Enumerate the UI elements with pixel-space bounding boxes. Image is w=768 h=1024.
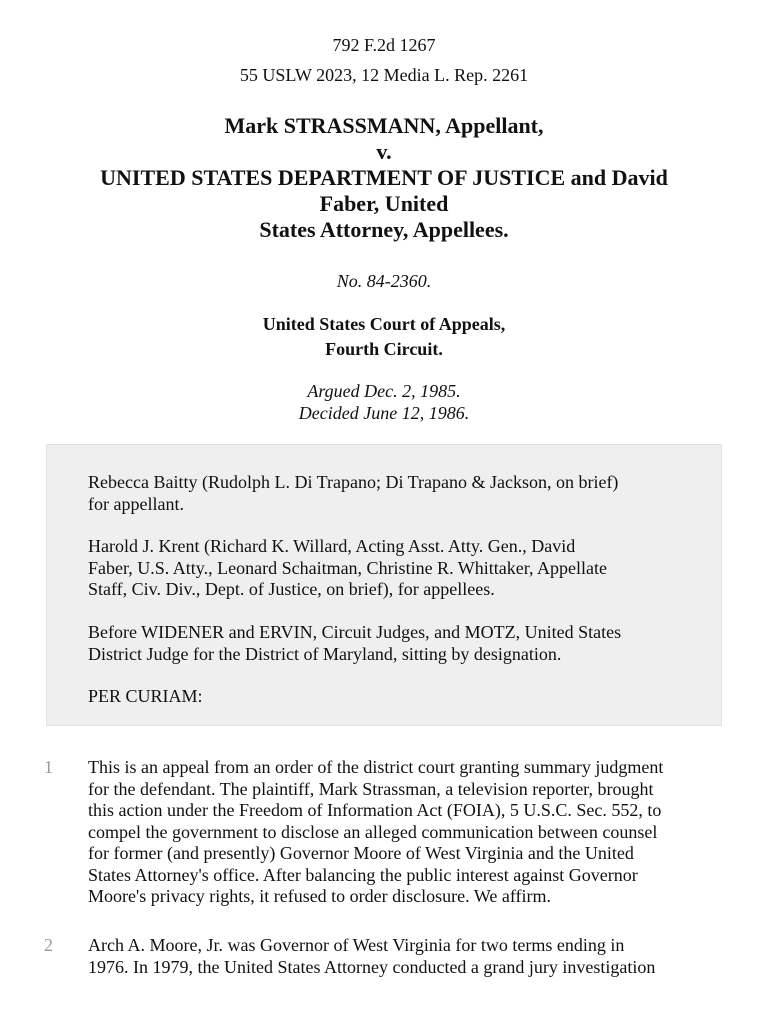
caption-line: States Attorney, Appellees. — [259, 217, 509, 242]
docket-number: No. 84-2360. — [336, 271, 432, 291]
caption-line: Faber, United — [319, 191, 449, 216]
text-line: for former (and presently) Governor Moore of West Virginia and the United — [88, 843, 634, 863]
court-line: United States Court of Appeals, — [262, 314, 506, 334]
per-curiam: PER CURIAM: — [88, 686, 203, 706]
text-line: for appellant. — [88, 493, 184, 514]
text-line: This is an appeal from an order of the district court granting summary judgment — [88, 757, 664, 777]
argued-date: Argued Dec. 2, 1985. — [307, 381, 461, 401]
text-line: Moore's privacy rights, it refused to order disclosure. We affirm. — [88, 886, 552, 906]
caption-line: v. — [376, 139, 392, 164]
dates — [0, 381, 768, 424]
text-line: Harold J. Krent (Richard K. Willard, Acting Asst. Atty. Gen., David — [88, 536, 576, 556]
reporter-citation: 55 USLW 2023, 12 Media L. Rep. 2261 — [239, 65, 529, 85]
text-line: Faber, U.S. Atty., Leonard Schaitman, Christine R. Whittaker, Appellate — [88, 557, 607, 578]
text-line: States Attorney's office. After balancing the public interest against Governor — [88, 864, 638, 885]
decided-date: Decided June 12, 1986. — [298, 402, 470, 423]
text-line: for the defendant. The plaintiff, Mark Strassman, a television reporter, brought — [88, 778, 654, 799]
text-line: this action under the Freedom of Information Act (FOIA), 5 U.S.C. Sec. 552, to — [88, 800, 662, 820]
court-name — [0, 312, 768, 362]
court-line: Fourth Circuit. — [325, 339, 443, 359]
paragraph-number: 2 — [44, 935, 53, 955]
text-line: Rebecca Baitty (Rudolph L. Di Trapano; Di Trapano & Jackson, on brief) — [88, 472, 619, 492]
text-line: compel the government to disclose an alleged communication between counsel — [88, 821, 658, 842]
appellees-counsel — [88, 536, 607, 601]
caption-line: UNITED STATES DEPARTMENT OF JUSTICE and David — [100, 165, 668, 190]
panel-judges — [88, 622, 621, 665]
paragraph-2 — [88, 935, 655, 978]
text-line: District Judge for the District of Maryland, sitting by designation. — [88, 643, 562, 664]
text-line: Arch A. Moore, Jr. was Governor of West Virginia for two terms ending in — [88, 935, 625, 955]
citation: 792 F.2d 1267 — [332, 35, 436, 55]
text-line: 1976. In 1979, the United States Attorney conducted a grand jury investigation — [88, 956, 656, 977]
text-line: Before WIDENER and ERVIN, Circuit Judges, and MOTZ, United States — [88, 622, 622, 642]
text-line: Staff, Civ. Div., Dept. of Justice, on brief), for appellees. — [88, 579, 495, 599]
paragraph-1 — [88, 757, 663, 908]
case-caption — [0, 113, 768, 243]
appellant-counsel — [88, 472, 618, 515]
caption-line: Mark STRASSMANN, Appellant, — [224, 113, 544, 138]
paragraph-number: 1 — [44, 757, 53, 777]
